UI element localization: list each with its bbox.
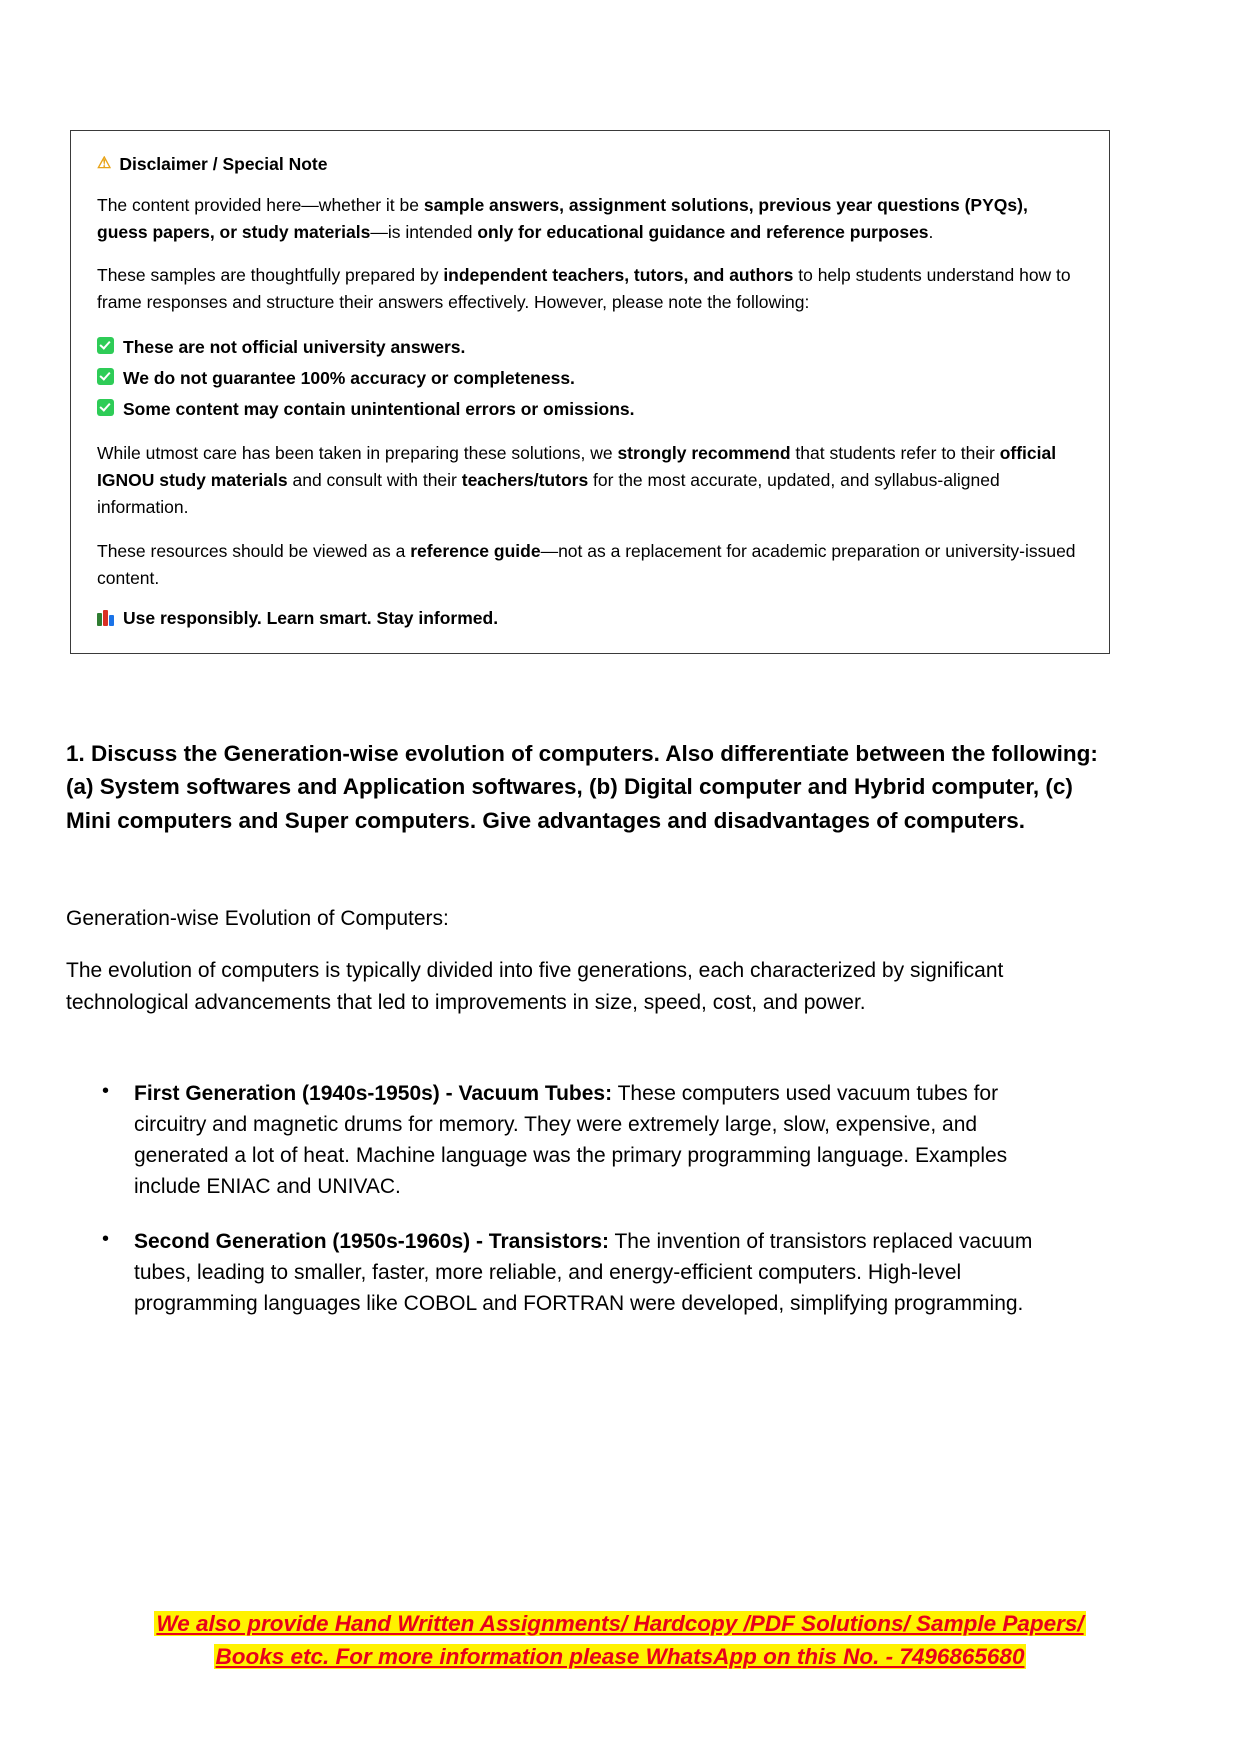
footer-line-2: Books etc. For more information please WhatsApp on this No. - 7496865680 [215,1643,1025,1669]
generation-bullet-list [66,1078,1076,1344]
disclaimer-paragraph-3 [97,440,1083,521]
check-icon [97,368,114,385]
bullet-text: The invention of transistors replaced vacuum tubes, leading to smaller, faster, more reliable, and energy-efficient computers. High-level programming languages like COBOL and FORTRAN were developed, simplifying programming. [134,1230,1033,1316]
disclaimer-p3-text2: that students refer to their [790,443,1000,464]
disclaimer-p2-text1: These samples are thoughtfully prepared by [97,265,444,285]
disclaimer-p3-text3: and consult with their [287,470,462,491]
list-item [97,363,1083,394]
check-icon [97,399,114,416]
check-item-label: Some content may contain unintentional errors or omissions. [123,398,635,419]
disclaimer-box [70,130,1110,654]
disclaimer-p4-text1: These resources should be viewed as a [97,540,411,561]
disclaimer-p3-bold1: strongly recommend [617,443,791,464]
section-heading-generation: Generation-wise Evolution of Computers: [66,907,449,930]
bullet-label: First Generation (1940s-1950s) - Vacuum Tubes: [134,1082,613,1105]
books-icon [97,610,114,626]
footer-promo-banner [60,1608,1180,1673]
disclaimer-check-list [97,332,1083,424]
disclaimer-p2-bold1: independent teachers, tutors, and authors [443,265,794,285]
disclaimer-p2-text2: to help students understand how to frame responses and structure their answers effectively. However, please note the following: [97,265,1071,313]
question-heading: 1. Discuss the Generation-wise evolution of computers. Also differentiate between the following: (a) System softwares and Application softwares, (b) Digital computer and Hybrid computer, (c) Mini computers and Super computers. Give advantages and disadvantages of computers. [66,741,1098,833]
disclaimer-title [97,153,1083,176]
disclaimer-paragraph-1 [97,192,1083,246]
disclaimer-p1-text3: . [928,221,934,242]
warning-icon: ⚠ [97,155,112,173]
disclaimer-final-note [97,608,1083,629]
list-item [66,1226,1076,1319]
bullet-text: These computers used vacuum tubes for circuitry and magnetic drums for memory. They were extremely large, slow, expensive, and generated a lot of heat. Machine language was the primary programming language. Examples include ENIAC and UNIVAC. [134,1082,1008,1199]
disclaimer-p4-bold1: reference guide [410,540,541,561]
disclaimer-p3-bold3: teachers/tutors [461,470,589,491]
list-item [97,332,1083,363]
bullet-label: Second Generation (1950s-1960s) - Transistors: [134,1230,610,1254]
disclaimer-p4-text2: —not as a replacement for academic preparation or university-issued content. [97,540,1076,588]
footer-line-1: We also provide Hand Written Assignments/ Hardcopy /PDF Solutions/ Sample Papers/ [156,1611,1084,1636]
disclaimer-p1-bold2: only for educational guidance and reference purposes [477,221,929,242]
disclaimer-paragraph-2 [97,262,1083,316]
intro-paragraph: The evolution of computers is typically divided into five generations, each characterized by significant technological advancements that led to improvements in size, speed, cost, and power. [66,959,1004,1014]
check-item-label: We do not guarantee 100% accuracy or completeness. [123,367,575,388]
disclaimer-p3-bold2: official IGNOU study materials [97,443,1057,491]
check-item-label: These are not official university answers. [123,337,466,358]
disclaimer-p1-text1: The content provided here—whether it be [97,194,424,215]
final-note-text: Use responsibly. Learn smart. Stay informed. [123,607,499,628]
disclaimer-paragraph-4 [97,538,1083,592]
disclaimer-title-text: Disclaimer / Special Note [119,154,328,174]
disclaimer-p1-bold1: sample answers, assignment solutions, previous year questions (PYQs), guess papers, or study materials [97,194,1028,242]
list-item [97,394,1083,425]
disclaimer-p3-text1: While utmost care has been taken in preparing these solutions, we [97,443,618,464]
disclaimer-p3-text4: for the most accurate, updated, and syllabus-aligned information. [97,470,1000,518]
check-icon [97,337,114,354]
disclaimer-p1-text2: —is intended [370,221,478,242]
list-item [66,1078,1076,1202]
